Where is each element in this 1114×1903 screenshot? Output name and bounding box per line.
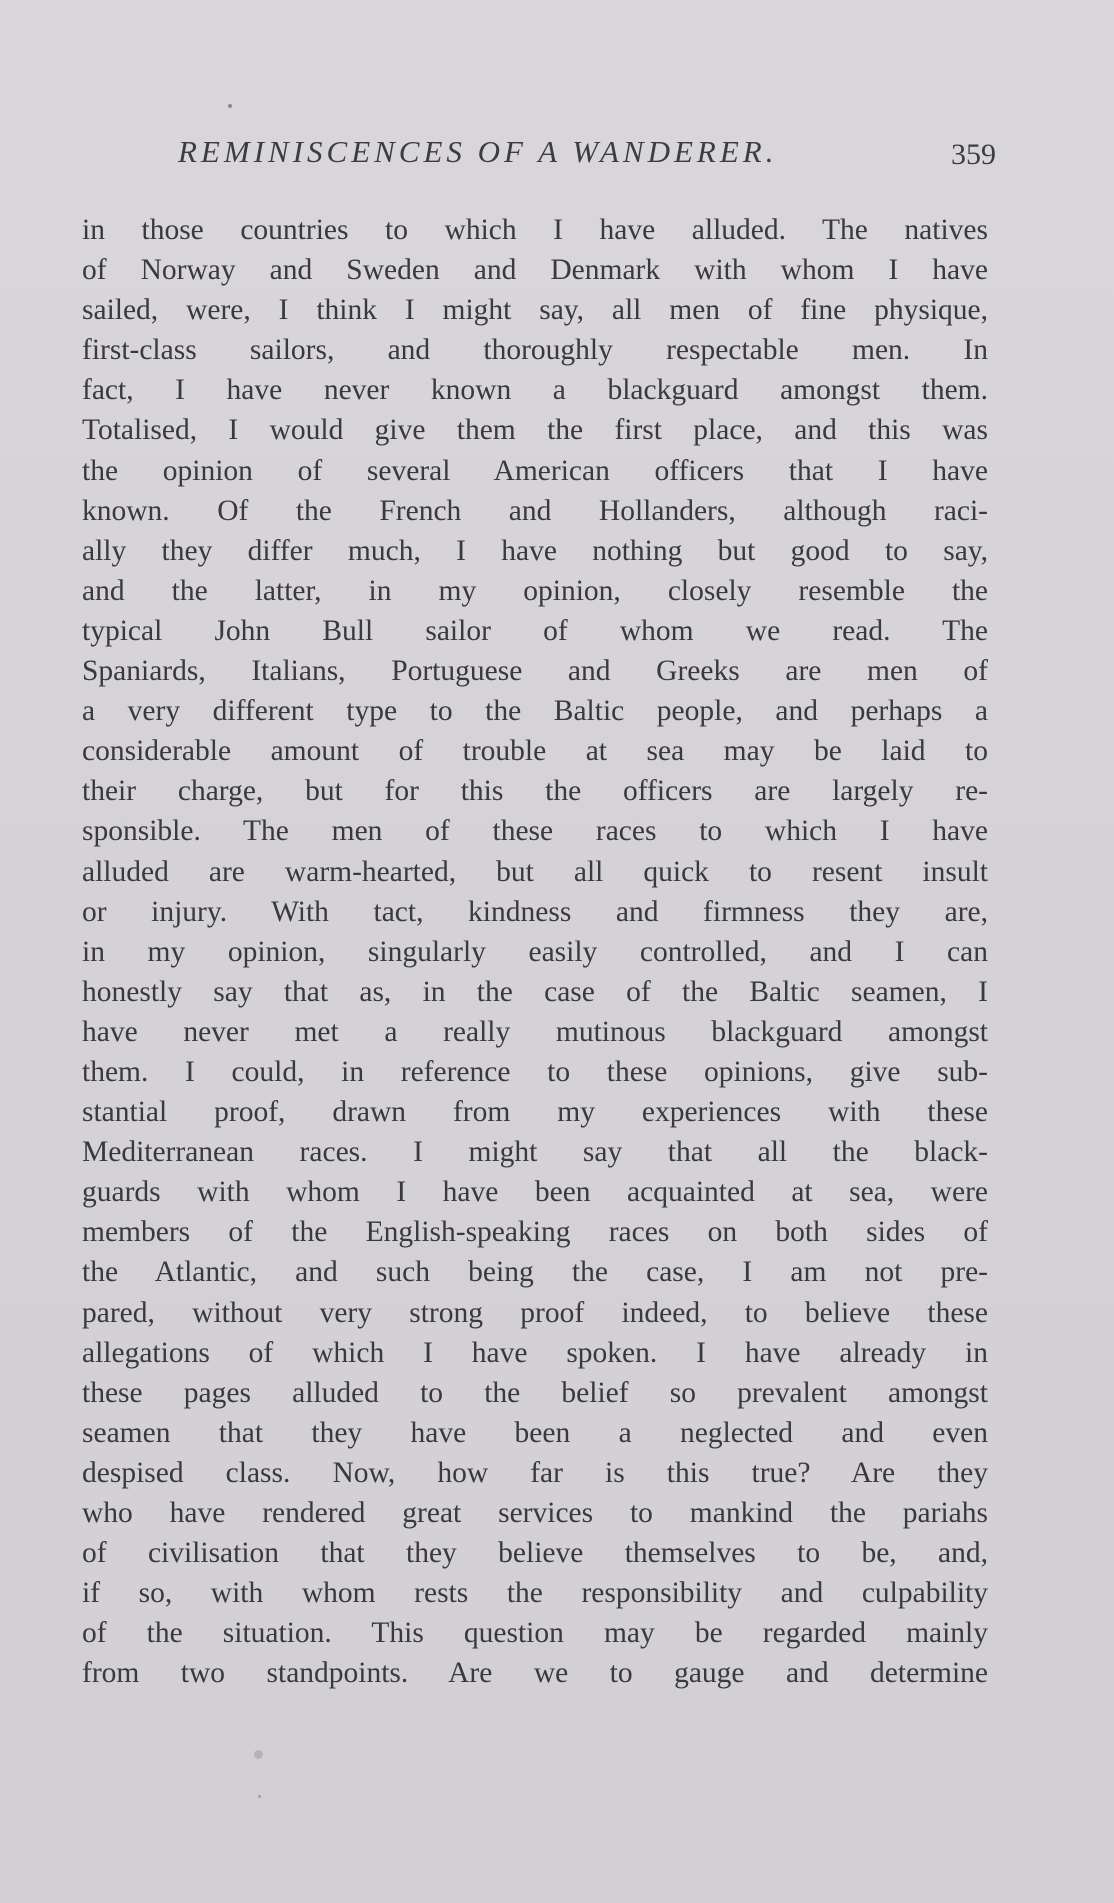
text-line: sponsible. The men of these races to which I have [82,815,988,848]
text-line: of the situation. This question may be regarded mainly [82,1617,988,1650]
text-line: have never met a really mutinous blackguard amongst [82,1015,988,1048]
text-line: their charge, but for this the officers are largely re- [82,775,988,808]
text-line: the opinion of several American officers that I have [82,454,988,487]
text-line: guards with whom I have been acquainted at sea, were [82,1176,988,1209]
text-line: them. I could, in reference to these opinions, give sub- [82,1055,988,1088]
text-line: in those countries to which I have alluded. The natives [82,214,988,246]
text-line: stantial proof, drawn from my experiences with these [82,1096,988,1129]
page-number: 359 [951,138,996,171]
text-line: who have rendered great services to mankind the pariahs [82,1497,988,1529]
text-line: if so, with whom rests the responsibility and culpability [82,1577,988,1610]
text-line: of civilisation that they believe themselves to be, and, [82,1537,988,1570]
text-line: pared, without very strong proof indeed, to believe these [82,1296,988,1329]
text-line: honestly say that as, in the case of the Baltic seamen, I [82,975,988,1008]
text-line: typical John Bull sailor of whom we read. The [82,614,988,647]
text-line: first-class sailors, and thoroughly respectable men. In [82,334,988,367]
text-line: known. Of the French and Hollanders, although raci- [82,494,988,527]
text-line: seamen that they have been a neglected and even [82,1416,988,1449]
text-line: of Norway and Sweden and Denmark with whom I have [82,254,988,287]
text-line: in my opinion, singularly easily controlled, and I can [82,935,988,968]
text-line: alluded are warm-hearted, but all quick to resent insult [82,855,988,888]
body-text [82,210,988,1693]
text-line: Totalised, I would give them the first place, and this was [82,414,988,447]
text-line: or injury. With tact, kindness and firmness they are, [82,895,988,928]
text-line: Mediterranean races. I might say that all the black- [82,1136,988,1169]
page-header [178,134,996,178]
text-line: sailed, were, I think I might say, all men of fine physique, [82,294,988,327]
ink-speck [258,1795,261,1798]
text-line: from two standpoints. Are we to gauge and determine [82,1657,988,1690]
text-line: ally they differ much, I have nothing but good to say, [82,534,988,567]
text-line: a very different type to the Baltic people, and perhaps a [82,695,988,728]
text-line: these pages alluded to the belief so prevalent amongst [82,1376,988,1409]
text-line: the Atlantic, and such being the case, I am not pre- [82,1256,988,1289]
text-line: despised class. Now, how far is this true? Are they [82,1456,988,1489]
text-line: allegations of which I have spoken. I have already in [82,1336,988,1369]
running-title: REMINISCENCES OF A WANDERER. [178,134,778,169]
text-line: fact, I have never known a blackguard amongst them. [82,374,988,407]
text-line: Spaniards, Italians, Portuguese and Greeks are men of [82,655,988,688]
text-line: and the latter, in my opinion, closely resemble the [82,574,988,607]
ink-speck [228,104,232,108]
text-line: members of the English-speaking races on both sides of [82,1216,988,1249]
text-line: considerable amount of trouble at sea may be laid to [82,735,988,768]
ink-speck [254,1750,263,1759]
